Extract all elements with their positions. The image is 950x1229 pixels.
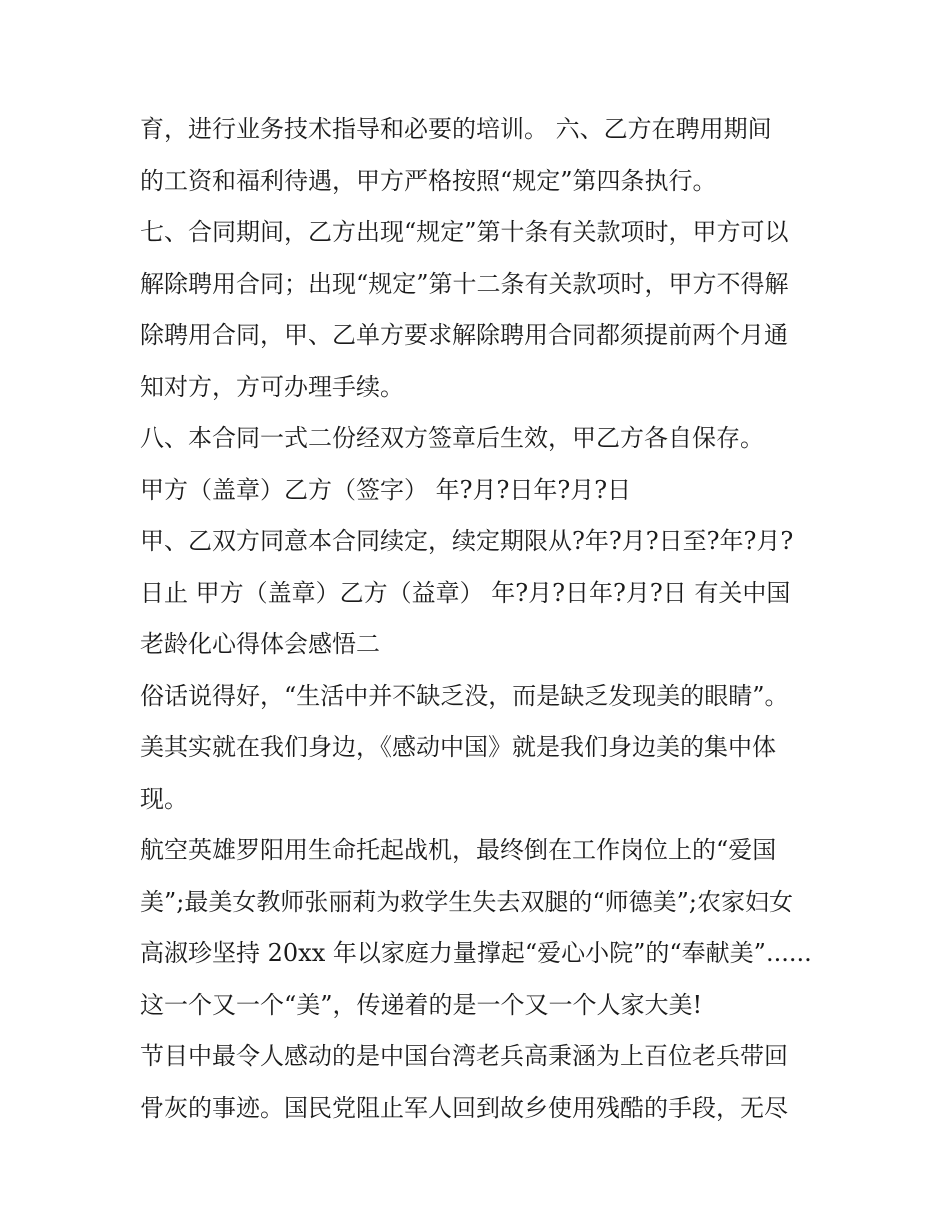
text-line: 知对方，方可办理手续。 [140,372,404,401]
text-line: 八、本合同一式二份经双方签章后生效，甲乙方各自保存。 [140,424,764,452]
text-line: 节目中最令人感动的是中国台湾老兵高秉涵为上百位老兵带回 [140,1042,788,1070]
text-line: 这一个又一个“美”，传递着的是一个又一个人家大美! [140,990,703,1019]
text-line: 七、合同期间，乙方出现“规定”第十条有关款项时，甲方可以 [140,218,789,246]
text-line: 日止 甲方（盖章）乙方（益章） 年?月?日年?月?日 有关中国 [140,578,791,607]
text-line: 航空英雄罗阳用生命托起战机，最终倒在工作岗位上的“爱国 [140,836,777,864]
text-line: 解除聘用合同；出现“规定”第十二条有关款项时，甲方不得解 [140,269,789,298]
text-line: 骨灰的事迹。国民党阻止军人回到故乡使用残酷的手段，无尽 [140,1093,788,1122]
text-line: 老龄化心得体会感悟二 [140,630,380,658]
document-body [140,104,820,1134]
text-line: 甲方（盖章）乙方（签字） 年?月?日年?月?日 [140,475,632,504]
text-line: 美其实就在我们身边，《感动中国》就是我们身边美的集中体 [140,733,776,761]
text-line: 的工资和福利待遇，甲方严格按照“规定”第四条执行。 [140,166,717,195]
text-line: 除聘用合同，甲、乙单方要求解除聘用合同都须提前两个月通 [140,321,788,349]
text-line: 甲、乙双方同意本合同续定，续定期限从?年?月?日至?年?月? [140,527,794,555]
text-line: 美”;最美女教师张丽莉为救学生失去双腿的“师德美”;农家妇女 [140,887,793,916]
text-line: 俗话说得好，“生活中并不缺乏没，而是缺乏发现美的眼睛”。 [140,681,789,710]
text-line: 高淑珍坚持 20xx 年以家庭力量撑起“爱心小院”的“奉献美”...... [140,939,812,967]
text-line: 现。 [140,784,188,813]
text-line: 育，进行业务技术指导和必要的培训。 六、乙方在聘用期间 [140,115,772,143]
